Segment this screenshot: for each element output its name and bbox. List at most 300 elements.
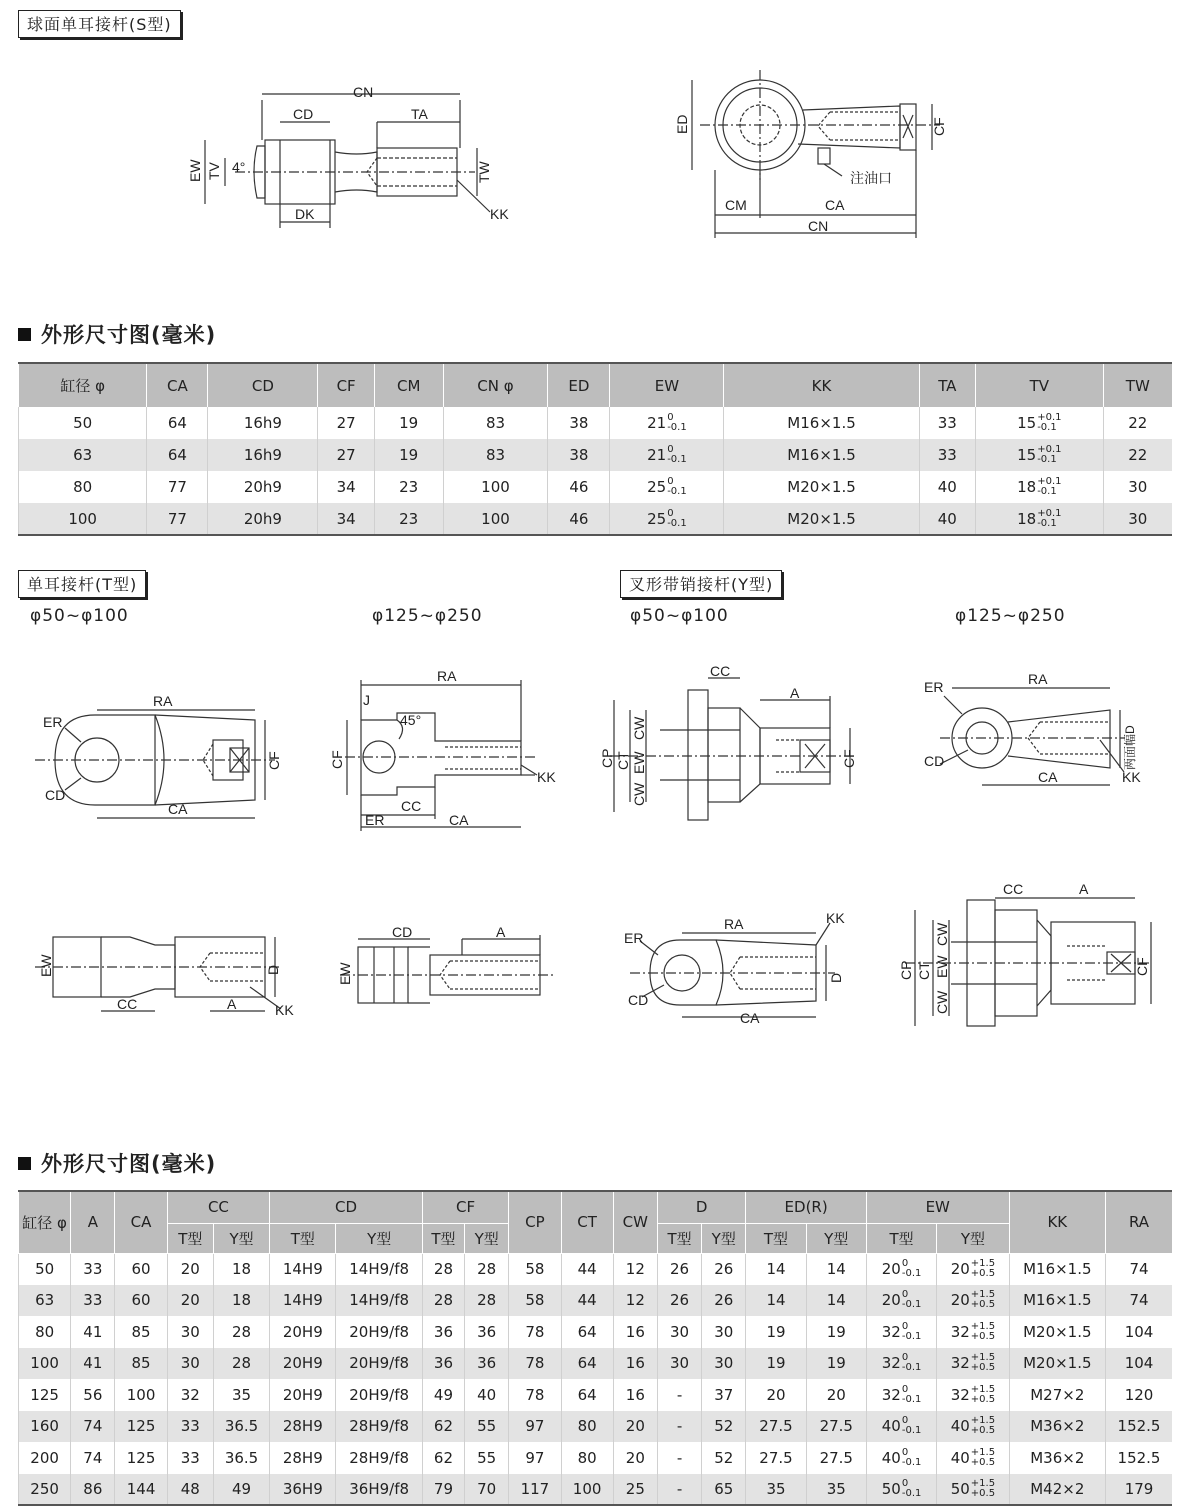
cell-ca: 125	[115, 1411, 167, 1443]
th2-d-y: Y型	[702, 1223, 746, 1253]
cell-cp: 97	[509, 1442, 561, 1474]
cell-cc-y: 35	[213, 1379, 269, 1411]
cell-bore: 63	[19, 1285, 71, 1317]
table1-row	[19, 439, 1173, 471]
cell-ew-t-value	[882, 1290, 922, 1310]
cell-ed-y: 19	[806, 1316, 866, 1348]
cell-tw: 30	[1103, 503, 1172, 535]
cell-ew-y-upper: +1.5	[970, 1477, 996, 1489]
cell-ew-lower: -0.1	[667, 517, 687, 529]
cell-kk: M20×1.5	[724, 503, 919, 535]
cell-cf: 34	[318, 503, 375, 535]
cell-cf-t: 28	[422, 1285, 464, 1317]
cell-cp: 78	[509, 1316, 561, 1348]
table2-row	[19, 1253, 1173, 1285]
cell-ra: 74	[1106, 1285, 1172, 1317]
cell-cc-y: 28	[213, 1316, 269, 1348]
cell-ew-t	[866, 1379, 936, 1411]
cell-a: 33	[71, 1285, 115, 1317]
cell-ew	[610, 407, 724, 439]
table2	[18, 1190, 1172, 1506]
cell-tv-lower: -0.1	[1037, 454, 1057, 465]
cell-d-y: 52	[702, 1411, 746, 1443]
cell-ct: 100	[561, 1474, 613, 1506]
th2-ed-y: Y型	[806, 1223, 866, 1253]
cell-ew-y-upper: +1.5	[970, 1320, 996, 1332]
cell-cf-t: 62	[422, 1411, 464, 1443]
cell-ew-y-base: 32	[950, 1385, 970, 1404]
cell-ew-y-tolerance	[971, 1416, 995, 1436]
cell-a: 33	[71, 1253, 115, 1285]
cell-cm: 19	[374, 407, 443, 439]
y-large-ca: CA	[1038, 769, 1058, 785]
cell-d-y: 26	[702, 1285, 746, 1317]
cell-cd: 20h9	[208, 503, 318, 535]
cell-ca: 100	[115, 1379, 167, 1411]
cell-ew-t	[866, 1316, 936, 1348]
cell-bore: 100	[19, 1348, 71, 1380]
th-kk: KK	[724, 363, 919, 407]
cell-ew-y-base: 40	[950, 1417, 970, 1436]
table2-row	[19, 1411, 1173, 1443]
cell-ew-y-base: 20	[950, 1260, 970, 1278]
cell-ed-y: 14	[806, 1253, 866, 1285]
cell-ew-t-tolerance	[902, 1353, 922, 1373]
cell-ew-t-upper: 0	[901, 1258, 909, 1269]
th2-ew: EW	[866, 1191, 1009, 1223]
cell-ew-y-lower: +0.5	[970, 1268, 996, 1279]
cell-tv-tolerance	[1037, 445, 1061, 465]
y-range-small: φ50~φ100	[630, 606, 729, 626]
y-large-cd: CD	[924, 753, 945, 769]
th-bore: 缸径 φ	[19, 363, 147, 407]
th2-ed-t: T型	[746, 1223, 806, 1253]
table2-row	[19, 1348, 1173, 1380]
cell-ew-value	[647, 477, 687, 497]
t-small-a: A	[227, 996, 237, 1012]
cell-ew-t-lower: -0.1	[901, 1330, 922, 1342]
y-large-ew: EW	[934, 955, 950, 978]
cell-ca: 125	[115, 1442, 167, 1474]
cell-ew-y-base: 40	[950, 1448, 970, 1467]
cell-ew-tolerance	[667, 445, 687, 465]
th-ew: EW	[610, 363, 724, 407]
cell-ew-t-tolerance	[902, 1416, 922, 1436]
cell-tv-lower: -0.1	[1037, 422, 1057, 433]
cell-cf-t: 79	[422, 1474, 464, 1506]
cell-ew-t-tolerance	[902, 1322, 922, 1342]
th-cf: CF	[318, 363, 375, 407]
cell-ed-t: 19	[746, 1316, 806, 1348]
th2-cp: CP	[509, 1191, 561, 1253]
t-small-er: ER	[43, 714, 63, 730]
cell-cm: 23	[374, 471, 443, 503]
cell-ew-tolerance	[667, 477, 687, 497]
cell-d-t: -	[657, 1442, 701, 1474]
s-top-cf: CF	[931, 117, 947, 136]
cell-ew-y-tolerance	[971, 1259, 995, 1279]
th2-cf-y: Y型	[465, 1223, 509, 1253]
y-small-a: A	[790, 685, 800, 701]
cell-cf-y: 55	[465, 1442, 509, 1474]
cell-ew-y-base: 32	[950, 1354, 970, 1373]
cell-cd-t: 28H9	[270, 1411, 336, 1443]
t-small-d: D	[265, 964, 281, 975]
cell-ew-y-lower: +0.5	[970, 1330, 996, 1342]
y-small-cw1: CW	[631, 716, 647, 740]
cell-ra: 152.5	[1106, 1442, 1172, 1474]
y-small-ew: EW	[631, 751, 647, 774]
cell-a: 74	[71, 1442, 115, 1474]
cell-cn: 100	[443, 503, 548, 535]
cell-cd-y: 36H9/f8	[336, 1474, 422, 1506]
cell-ew-t-base: 32	[881, 1385, 901, 1404]
cell-cw: 20	[613, 1442, 657, 1474]
th2-ct: CT	[561, 1191, 613, 1253]
cell-tv	[976, 503, 1104, 535]
cell-ed-t: 19	[746, 1348, 806, 1380]
t-small-cc: CC	[117, 996, 138, 1012]
cell-cf-t: 62	[422, 1442, 464, 1474]
cell-ew-y-base: 32	[950, 1322, 970, 1341]
cell-ed-t: 14	[746, 1253, 806, 1285]
th2-kk: KK	[1009, 1191, 1105, 1253]
th-cd: CD	[208, 363, 318, 407]
cell-cw: 20	[613, 1411, 657, 1443]
cell-cd-t: 20H9	[270, 1379, 336, 1411]
t-large-ra: RA	[437, 668, 457, 684]
table2-title: 外形尺寸图(毫米)	[18, 1148, 216, 1178]
cell-cf-t: 36	[422, 1348, 464, 1380]
cell-tv-base: 18	[1017, 509, 1037, 528]
cell-ew-t-tolerance	[902, 1385, 922, 1405]
cell-cc-t: 33	[167, 1411, 213, 1443]
cell-d-t: 26	[657, 1285, 701, 1317]
s-top-ed: ED	[674, 114, 690, 134]
cell-ew-y	[937, 1253, 1009, 1285]
cell-ed-t: 27.5	[746, 1411, 806, 1443]
cell-bore: 50	[19, 1253, 71, 1285]
cell-cd-y: 20H9/f8	[336, 1348, 422, 1380]
cell-ca: 144	[115, 1474, 167, 1506]
cell-ew-y-tolerance	[971, 1353, 995, 1373]
cell-bore: 63	[19, 439, 147, 471]
t-type-title: 单耳接杆(T型)	[18, 570, 146, 598]
cell-d-t: 26	[657, 1253, 701, 1285]
cell-ta: 33	[919, 439, 975, 471]
cell-ct: 64	[561, 1348, 613, 1380]
cell-cc-y: 36.5	[213, 1411, 269, 1443]
cell-ew-y-value	[951, 1479, 995, 1499]
t-large-er: ER	[365, 812, 385, 828]
cell-ew-t-base: 40	[881, 1417, 901, 1436]
cell-tv-upper: +0.1	[1037, 444, 1062, 455]
cell-ew-y-value	[951, 1322, 995, 1342]
cell-d-t: -	[657, 1411, 701, 1443]
cell-ew-t-base: 20	[881, 1260, 901, 1278]
th2-ca: CA	[115, 1191, 167, 1253]
cell-cp: 58	[509, 1285, 561, 1317]
table2-header-row-1	[19, 1191, 1173, 1223]
cell-tv-upper: +0.1	[1037, 412, 1062, 423]
cell-bore: 80	[19, 1316, 71, 1348]
cell-cd-t: 20H9	[270, 1316, 336, 1348]
cell-ew-t	[866, 1285, 936, 1317]
cell-cw: 12	[613, 1285, 657, 1317]
cell-ew-y-lower: +0.5	[970, 1362, 996, 1374]
cell-ew-tolerance	[667, 413, 687, 433]
cell-ed: 46	[548, 471, 610, 503]
cell-ed: 38	[548, 407, 610, 439]
cell-cd-t: 20H9	[270, 1348, 336, 1380]
table1-title: 外形尺寸图(毫米)	[18, 319, 216, 349]
y-type-title: 叉形带销接杆(Y型)	[620, 570, 782, 598]
cell-ew-t-upper: 0	[901, 1383, 909, 1395]
cell-cn: 83	[443, 439, 548, 471]
s-side-angle: 4°	[232, 159, 246, 175]
cell-ra: 152.5	[1106, 1411, 1172, 1443]
cell-ew-t-base: 40	[881, 1448, 901, 1467]
cell-a: 41	[71, 1348, 115, 1380]
cell-tv-value	[1017, 477, 1061, 497]
t-large-cf: CF	[329, 750, 345, 769]
cell-ew-base: 21	[647, 446, 667, 464]
t-small-ew: EW	[38, 954, 54, 977]
cell-ew-t-value	[882, 1416, 922, 1436]
cell-ra: 74	[1106, 1253, 1172, 1285]
y-large-er: ER	[924, 679, 944, 695]
cell-ca: 64	[147, 407, 208, 439]
cell-tv	[976, 439, 1104, 471]
cell-bore: 250	[19, 1474, 71, 1506]
cell-ca: 85	[115, 1348, 167, 1380]
t-small-top-drawing	[35, 690, 295, 825]
table2-row	[19, 1316, 1173, 1348]
cell-cf-y: 36	[465, 1348, 509, 1380]
cell-ew-t	[866, 1474, 936, 1506]
cell-ew-upper: 0	[667, 507, 674, 519]
cell-ew-t-base: 20	[881, 1291, 901, 1310]
cell-ew	[610, 439, 724, 471]
cell-ct: 64	[561, 1316, 613, 1348]
y-small-ra: RA	[724, 916, 744, 932]
cell-tv-base: 18	[1017, 478, 1037, 496]
cell-ew-upper: 0	[667, 412, 674, 423]
cell-cc-y: 28	[213, 1348, 269, 1380]
cell-ew-y-lower: +0.5	[970, 1456, 996, 1468]
cell-cp: 58	[509, 1253, 561, 1285]
cell-bore: 50	[19, 407, 147, 439]
cell-d-y: 30	[702, 1316, 746, 1348]
cell-ew-base: 21	[647, 414, 667, 432]
table1-row	[19, 407, 1173, 439]
cell-cd-y: 28H9/f8	[336, 1442, 422, 1474]
cell-ew-t-upper: 0	[901, 1352, 909, 1364]
cell-ed-t: 14	[746, 1285, 806, 1317]
table1-row	[19, 471, 1173, 503]
cell-ew-y-lower: +0.5	[970, 1425, 996, 1437]
cell-ew-y-tolerance	[971, 1479, 995, 1499]
cell-ew-t-value	[882, 1448, 922, 1468]
cell-ct: 80	[561, 1442, 613, 1474]
cell-kk: M16×1.5	[724, 439, 919, 471]
cell-cf-y: 28	[465, 1285, 509, 1317]
cell-ew-t	[866, 1411, 936, 1443]
cell-cc-y: 18	[213, 1253, 269, 1285]
cell-tv-value	[1017, 413, 1061, 433]
cell-ew-t-base: 32	[881, 1322, 901, 1341]
cell-ew-value	[647, 445, 687, 465]
cell-ew-t-value	[882, 1353, 922, 1373]
cell-ed: 38	[548, 439, 610, 471]
cell-ew-y	[937, 1379, 1009, 1411]
cell-tv-lower: -0.1	[1037, 517, 1057, 529]
th2-cc-t: T型	[167, 1223, 213, 1253]
th-ta: TA	[919, 363, 975, 407]
y-large-a: A	[1079, 881, 1089, 897]
cell-ew-lower: -0.1	[667, 486, 687, 497]
cell-ew-y-upper: +1.5	[970, 1352, 996, 1364]
cell-tv-value	[1017, 509, 1061, 529]
cell-ed-t: 27.5	[746, 1442, 806, 1474]
cell-ew-y-base: 20	[950, 1291, 970, 1310]
y-large-cc: CC	[1003, 881, 1024, 897]
cell-cp: 78	[509, 1379, 561, 1411]
y-large-side-drawing	[895, 880, 1165, 1035]
th2-cf: CF	[422, 1191, 508, 1223]
cell-ew-t-lower: -0.1	[901, 1268, 922, 1279]
t-large-kk: KK	[537, 769, 556, 785]
table1-header-row	[19, 363, 1173, 407]
cell-ew-lower: -0.1	[667, 422, 687, 433]
y-large-cf: CF	[1134, 957, 1150, 976]
cell-cd-t: 36H9	[270, 1474, 336, 1506]
cell-ew-t-lower: -0.1	[901, 1393, 922, 1405]
s-top-ca: CA	[825, 197, 845, 213]
y-large-ra: RA	[1028, 671, 1048, 687]
cell-tw: 22	[1103, 407, 1172, 439]
cell-d-y: 37	[702, 1379, 746, 1411]
cell-cc-t: 20	[167, 1285, 213, 1317]
cell-cw: 16	[613, 1316, 657, 1348]
cell-cc-y: 36.5	[213, 1442, 269, 1474]
cell-cm: 19	[374, 439, 443, 471]
s-side-kk: KK	[490, 206, 509, 222]
cell-ed-y: 19	[806, 1348, 866, 1380]
cell-kk: M16×1.5	[1009, 1285, 1105, 1317]
y-large-cw1: CW	[934, 922, 950, 946]
y-large-cp: CP	[898, 960, 914, 980]
cell-ew-t-tolerance	[902, 1290, 922, 1310]
cell-ew-t-lower: -0.1	[901, 1456, 922, 1468]
cell-tv-lower: -0.1	[1037, 486, 1057, 497]
cell-kk: M20×1.5	[1009, 1316, 1105, 1348]
y-small-er: ER	[624, 930, 644, 946]
cell-tw: 30	[1103, 471, 1172, 503]
cell-d-y: 30	[702, 1348, 746, 1380]
cell-ew-t-value	[882, 1385, 922, 1405]
cell-cf-t: 36	[422, 1316, 464, 1348]
cell-ew-y-base: 50	[950, 1479, 970, 1498]
cell-tv-tolerance	[1037, 477, 1061, 497]
cell-cd-t: 14H9	[270, 1285, 336, 1317]
cell-ca: 85	[115, 1316, 167, 1348]
bullet-square-icon	[18, 328, 31, 341]
cell-kk: M16×1.5	[1009, 1253, 1105, 1285]
th2-a: A	[71, 1191, 115, 1253]
th2-ra: RA	[1106, 1191, 1172, 1253]
cell-d-t: -	[657, 1379, 701, 1411]
cell-a: 74	[71, 1411, 115, 1443]
cell-bore: 160	[19, 1411, 71, 1443]
cell-cf-t: 49	[422, 1379, 464, 1411]
cell-ra: 104	[1106, 1316, 1172, 1348]
cell-ew-t-upper: 0	[901, 1320, 909, 1332]
cell-cf-t: 28	[422, 1253, 464, 1285]
cell-ew-value	[647, 413, 687, 433]
cell-ew-base: 25	[647, 478, 667, 496]
cell-ew	[610, 503, 724, 535]
cell-ct: 64	[561, 1379, 613, 1411]
cell-ew-t	[866, 1348, 936, 1380]
cell-ew-y-value	[951, 1385, 995, 1405]
cell-cc-t: 32	[167, 1379, 213, 1411]
y-large-wrench: 两面幅D	[1123, 725, 1137, 770]
cell-ew-upper: 0	[667, 444, 674, 455]
y-small-d: D	[828, 972, 844, 983]
cell-ed: 46	[548, 503, 610, 535]
cell-cf-y: 55	[465, 1411, 509, 1443]
cell-d-t: 30	[657, 1348, 701, 1380]
th2-cd-t: T型	[270, 1223, 336, 1253]
cell-tv-tolerance	[1037, 413, 1061, 433]
cell-ew-tolerance	[667, 509, 687, 529]
s-side-ew: EW	[187, 159, 203, 182]
cell-a: 41	[71, 1316, 115, 1348]
cell-cc-t: 20	[167, 1253, 213, 1285]
t-large-cc: CC	[401, 798, 422, 814]
cell-bore: 125	[19, 1379, 71, 1411]
cell-cn: 83	[443, 407, 548, 439]
cell-ra: 104	[1106, 1348, 1172, 1380]
t-large-angle: 45°	[400, 712, 422, 728]
th2-d: D	[657, 1191, 745, 1223]
cell-ct: 44	[561, 1253, 613, 1285]
y-small-ca: CA	[740, 1010, 760, 1026]
cell-cd: 20h9	[208, 471, 318, 503]
cell-ew-y	[937, 1285, 1009, 1317]
cell-ew-y	[937, 1316, 1009, 1348]
cell-ew-upper: 0	[667, 476, 674, 487]
cell-a: 56	[71, 1379, 115, 1411]
th2-d-t: T型	[657, 1223, 701, 1253]
cell-kk: M16×1.5	[724, 407, 919, 439]
cell-d-t: 30	[657, 1316, 701, 1348]
cell-cw: 16	[613, 1348, 657, 1380]
cell-ew-t-lower: -0.1	[901, 1362, 922, 1374]
t-large-cd: CD	[392, 924, 413, 940]
s-top-cm: CM	[725, 197, 747, 213]
cell-ta: 33	[919, 407, 975, 439]
cell-ew-t-value	[882, 1322, 922, 1342]
s-side-cd: CD	[293, 106, 314, 122]
y-small-cw2: CW	[631, 782, 647, 806]
cell-cp: 97	[509, 1411, 561, 1443]
cell-tv-upper: +0.1	[1037, 476, 1062, 487]
cell-cf: 34	[318, 471, 375, 503]
t-large-side-drawing	[330, 925, 560, 1015]
t-large-top-drawing	[325, 665, 565, 835]
